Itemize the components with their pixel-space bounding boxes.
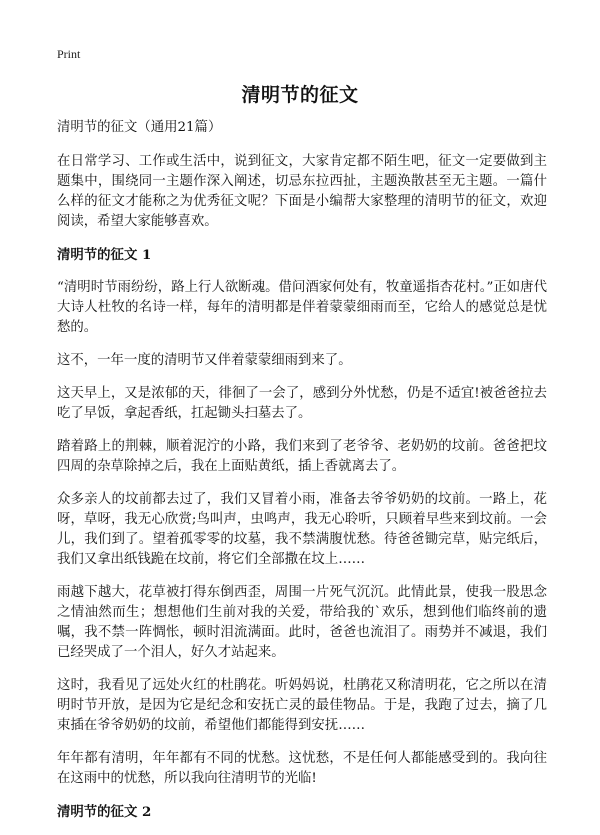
section-1-paragraph: “清明时节雨纷纷，路上行人欲断魂。借问酒家何处有，牧童遥指杏花村。”正如唐代大诗人杜牧的名诗一样，每年的清明都是伴着蒙蒙细雨而至，它给人的感觉总是忧愁的。 — [57, 280, 547, 335]
section-1-paragraph: 这天早上，又是浓郁的天，徘徊了一会了，感到分外忧愁，仍是不适宜!被爸爸拉去吃了早饭，拿起香纸，扛起锄头扫墓去了。 — [57, 386, 547, 421]
page-title: 清明节的征文 — [241, 84, 359, 106]
section-1-paragraph: 众多亲人的坟前都去过了，我们又冒着小雨，准备去爷爷奶奶的坟前。一路上，花呀，草呀，我无心欣赏;鸟叫声，虫鸣声，我无心聆听，只顾着早些来到坟前。一会儿，我们到了。望着孤零零的坟墓，我不禁满腹忧愁。待爸爸锄完草，贴完纸后，我们又拿出纸钱跪在坟前，将它们全部撒在坟上…… — [57, 492, 547, 567]
article-subtitle: 清明节的征文（通用21篇） — [57, 120, 222, 135]
section-1-paragraph: 雨越下越大，花草被打得东倒西歪，周围一片死气沉沉。此情此景，使我一股思念之情油然而生；想想他们生前对我的关爱，带给我的`欢乐，想到他们临终前的遗嘱，我不禁一阵惆怅，顿时泪流满面。此时，爸爸也流泪了。雨势并不减退，我们已经哭成了一个泪人，好久才站起来。 — [57, 585, 547, 660]
intro-paragraph: 在日常学习、工作或生活中，说到征文，大家肯定都不陌生吧，征文一定要做到主题集中，围绕同一主题作深入阐述，切忌东拉西扯，主题涣散甚至无主题。一篇什么样的征文才能称之为优秀征文呢？下面是小编帮大家整理的清明节的征文，欢迎阅读，希望大家能够喜欢。 — [57, 154, 547, 229]
section-1-paragraph: 这不，一年一度的清明节又伴着蒙蒙细雨到来了。 — [57, 353, 352, 368]
section-1-paragraph: 踏着路上的荆棘，顺着泥泞的小路，我们来到了老爷爷、老奶奶的坟前。爸爸把坟四周的杂草除掉之后，我在上面贴黄纸，插上香就离去了。 — [57, 439, 547, 474]
section-2-heading: 清明节的征文 2 — [57, 804, 152, 820]
article-body — [57, 118, 547, 835]
section-1-paragraph: 年年都有清明，年年都有不同的忧愁。这忧愁，不是任何人都能感受到的。我向往在这雨中的忧愁，所以我向往清明节的光临! — [57, 751, 547, 786]
print-link[interactable]: Print — [57, 47, 81, 61]
section-1-paragraph: 这时，我看见了远处火红的杜鹃花。听妈妈说，杜鹃花又称清明花，它之所以在清明时节开放，是因为它是纪念和安抚亡灵的最佳物品。于是，我跑了过去，摘了几束插在爷爷奶奶的坟前，希望他们都能得到安抚…… — [57, 678, 547, 733]
section-1-heading: 清明节的征文 1 — [57, 247, 152, 263]
